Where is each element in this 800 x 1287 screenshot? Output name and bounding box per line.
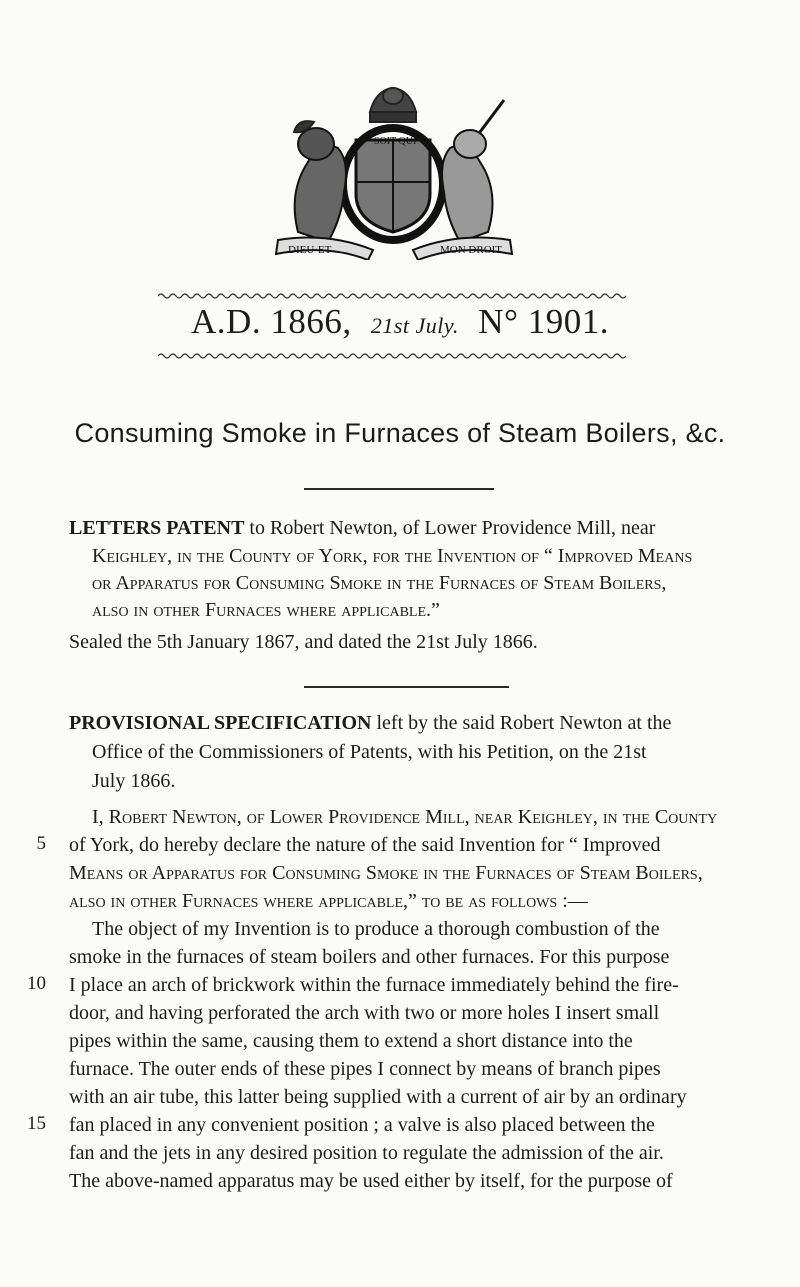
body-line: smoke in the furnaces of steam boilers and other furnaces. For this purpose bbox=[69, 946, 670, 968]
crest-motto-right: MON DROIT bbox=[440, 244, 503, 256]
body-line: fan and the jets in any desired position to regulate the admission of the air. bbox=[69, 1142, 664, 1164]
body-line: The object of my Invention is to produce a thorough combustion of the bbox=[92, 918, 660, 940]
line-number: 10 bbox=[27, 973, 46, 994]
patent-header bbox=[0, 302, 800, 342]
body-line: door, and having perforated the arch with two or more holes I insert small bbox=[69, 1002, 660, 1024]
top-wavy-rule bbox=[158, 292, 626, 300]
provisional-line-1-rest: left by the said Robert Newton at the bbox=[371, 712, 672, 734]
body-line: furnace. The outer ends of these pipes I connect by means of branch pipes bbox=[69, 1058, 661, 1080]
letters-patent-heading: LETTERS PATENT bbox=[69, 517, 245, 539]
provisional-line-3: July 1866. bbox=[92, 770, 176, 792]
royal-coat-of-arms bbox=[258, 82, 528, 260]
body-line: I, Robert Newton, of Lower Providence Mill, near Keighley, in the County bbox=[92, 806, 718, 828]
crest-motto-left: DIEU·ET bbox=[288, 244, 332, 256]
provisional-line-1 bbox=[69, 707, 671, 739]
sealed-line: Sealed the 5th January 1867, and dated the 21st July 1866. bbox=[69, 631, 538, 653]
body-line: of York, do hereby declare the nature of the said Invention for “ Improved bbox=[69, 834, 661, 856]
crest-garter-text: SOIT QUI bbox=[374, 136, 417, 147]
letters-patent-line-3: or Apparatus for Consuming Smoke in the Furnaces of Steam Boilers, bbox=[92, 572, 667, 594]
body-line: also in other Furnaces where applicable,” to be as follows :— bbox=[69, 890, 588, 912]
body-line: Means or Apparatus for Consuming Smoke in the Furnaces of Steam Boilers, bbox=[69, 862, 703, 884]
date-script: 21st July. bbox=[370, 313, 459, 338]
body-line: fan placed in any convenient position ; a valve is also placed between the bbox=[69, 1114, 655, 1136]
body-line: with an air tube, this latter being supplied with a current of air by an ordinary bbox=[69, 1086, 687, 1108]
body-line: The above-named apparatus may be used either by itself, for the purpose of bbox=[69, 1170, 673, 1192]
title-rule bbox=[304, 488, 494, 490]
provisional-heading: PROVISIONAL SPECIFICATION bbox=[69, 712, 372, 734]
patent-number: N° 1901. bbox=[478, 302, 609, 341]
letters-patent-line-2: Keighley, in the County of York, for the Invention of “ Improved Means bbox=[92, 545, 693, 567]
section-rule bbox=[304, 686, 509, 688]
letters-patent-line-4: also in other Furnaces where applicable.” bbox=[92, 599, 440, 621]
line-number: 15 bbox=[27, 1113, 46, 1134]
provisional-line-2: Office of the Commissioners of Patents, with his Petition, on the 21st bbox=[92, 741, 647, 763]
document-title: Consuming Smoke in Furnaces of Steam Boilers, &c. bbox=[74, 418, 726, 448]
bottom-wavy-rule bbox=[158, 352, 626, 360]
letters-patent-line-1-rest: to Robert Newton, of Lower Providence Mill, near bbox=[244, 517, 656, 539]
line-number: 5 bbox=[36, 833, 46, 854]
year-prefix: A.D. 1866, bbox=[191, 302, 352, 341]
body-line: I place an arch of brickwork within the furnace immediately behind the fire- bbox=[69, 974, 679, 996]
body-line: pipes within the same, causing them to extend a short distance into the bbox=[69, 1030, 633, 1052]
